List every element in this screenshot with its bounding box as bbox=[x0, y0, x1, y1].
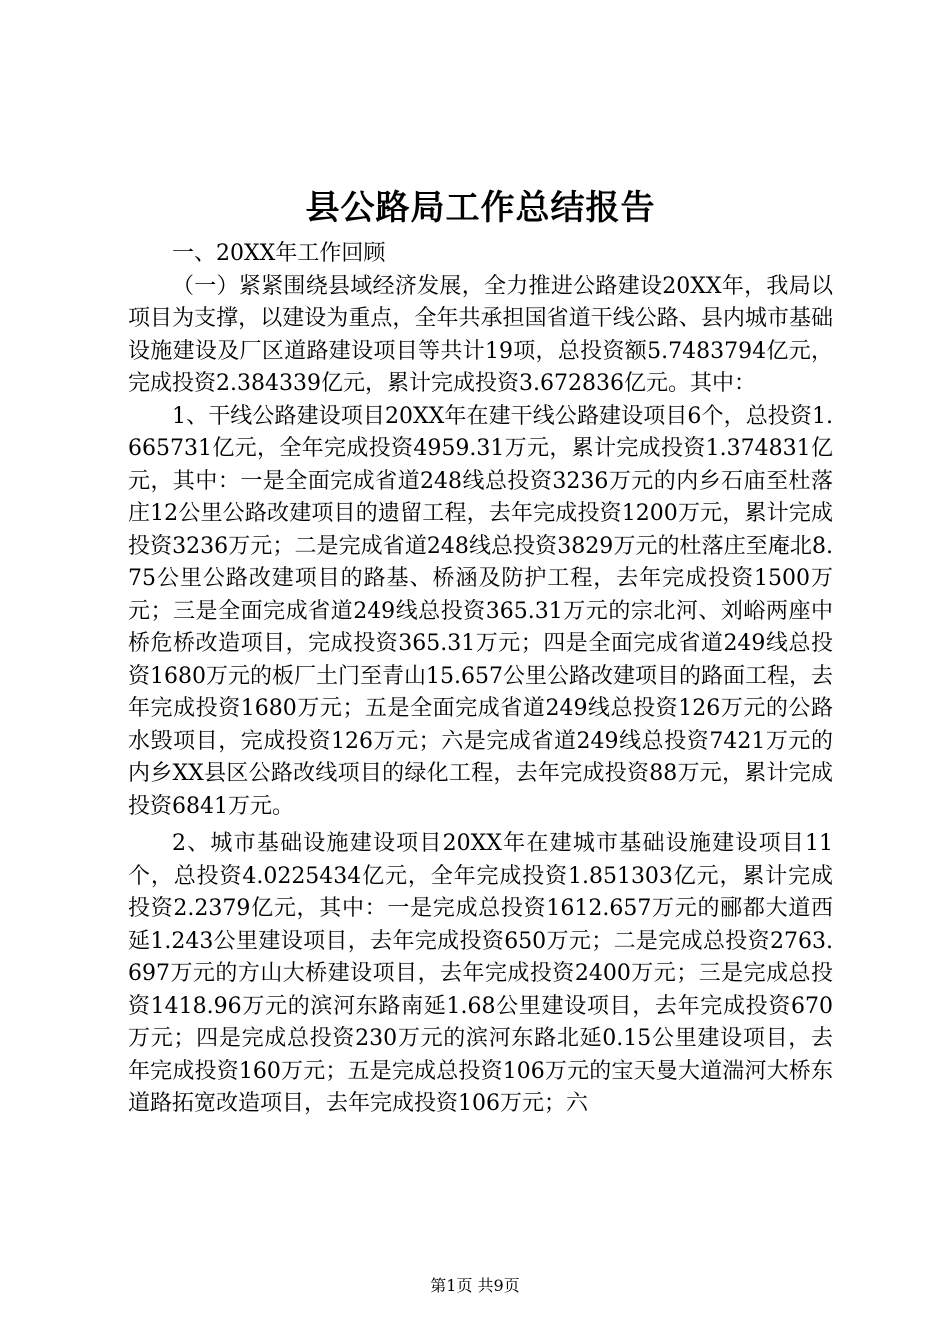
paragraph-urban-infrastructure: 2、城市基础设施建设项目20XX年在建城市基础设施建设项目11个，总投资4.0225434亿元，全年完成投资1.851303亿元，累计完成投资2.2379亿元，其中：一是完成总投资1612.657万元的郦都大道西延1.243公里建设项目，去年完成投资650万元；二是完成总投资2763.697万元的方山大桥建设项目，去年完成投资2400万元；三是完成总投资1418.96万元的滨河东路南延1.68公里建设项目，去年完成投资670万元；四是完成总投资230万元的滨河东路北延0.15公里建设项目，去年完成投资160万元；五是完成总投资106万元的宝天曼大道湍河大桥东道路拓宽改造项目，去年完成投资106万元；六 bbox=[128, 831, 833, 1116]
paragraph-overview: （一）紧紧围绕县域经济发展，全力推进公路建设20XX年，我局以项目为支撑，以建设为重点，全年共承担国省道干线公路、县内城市基础设施建设及厂区道路建设项目等共计19项，总投资额5.7483794亿元，完成投资2.384339亿元，累计完成投资3.672836亿元。其中： bbox=[128, 273, 833, 396]
paragraph-trunk-roads: 1、干线公路建设项目20XX年在建干线公路建设项目6个，总投资1.665731亿元，全年完成投资4959.31万元，累计完成投资1.374831亿元，其中：一是全面完成省道248线总投资3236万元的内乡石庙至杜落庄12公里公路改建项目的遗留工程，去年完成投资1200万元，累计完成投资3236万元；二是完成省道248线总投资3829万元的杜落庄至庵北8.75公里公路改建项目的路基、桥涵及防护工程，去年完成投资1500万元；三是全面完成省道249线总投资365.31万元的宗北河、刘峪两座中桥危桥改造项目，完成投资365.31万元；四是全面完成省道249线总投资1680万元的板厂土门至青山15.657公里公路改建项目的路面工程，去年完成投资1680万元；五是全面完成省道249线总投资126万元的公路水毁项目，完成投资126万元；六是完成省道249线总投资7421万元的内乡XX县区公路改线项目的绿化工程，去年完成投资88万元，累计完成投资6841万元。 bbox=[128, 403, 833, 819]
section-heading: 一、20XX年工作回顾 bbox=[172, 241, 386, 266]
page-footer: 第1页 共9页 bbox=[430, 1276, 520, 1295]
document-title: 县公路局工作总结报告 bbox=[305, 188, 656, 228]
document-body bbox=[128, 180, 833, 1121]
